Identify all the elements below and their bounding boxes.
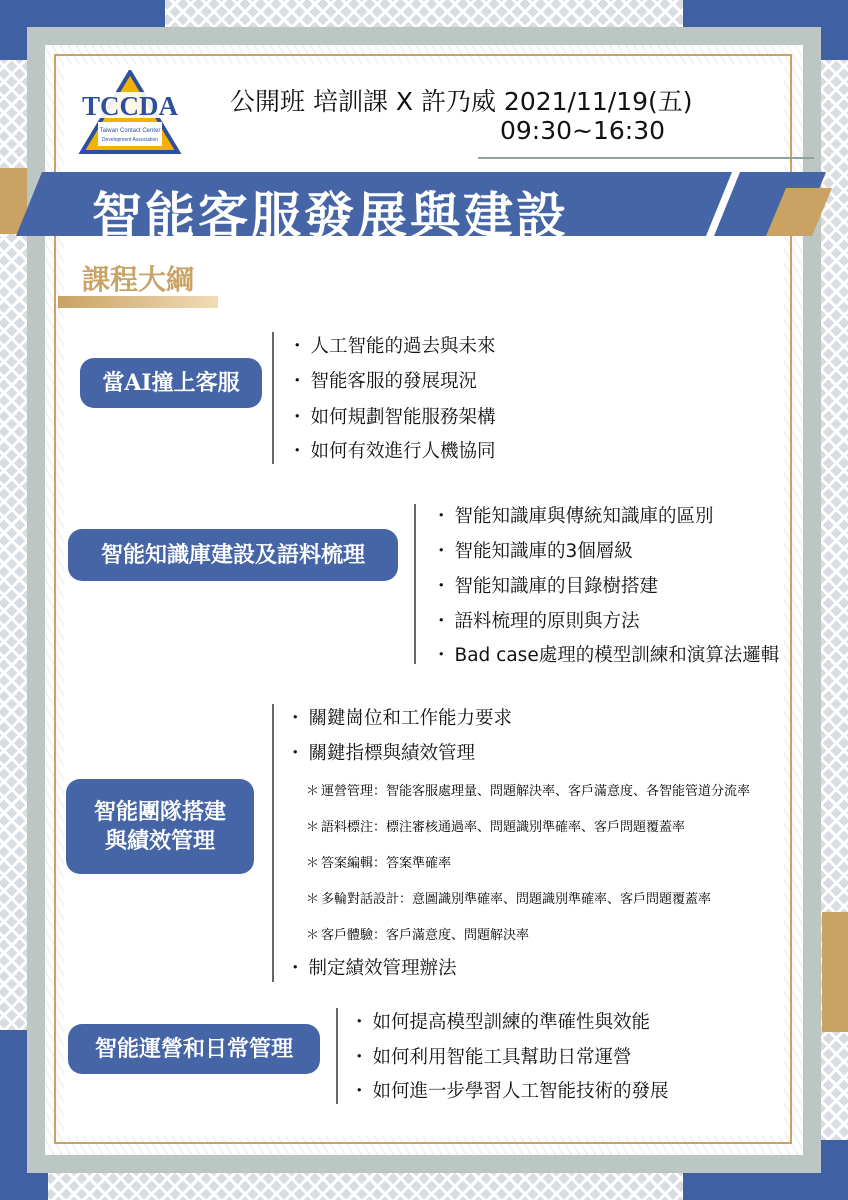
module-4-title: 智能運營和日常管理 xyxy=(68,1024,320,1074)
list-item: ・ 如何規劃智能服務架構 xyxy=(288,398,496,433)
list-item: ・ Bad case處理的模型訓練和演算法邏輯 xyxy=(432,637,779,671)
list-item: ・ 智能知識庫與傳統知識庫的區別 xyxy=(432,498,779,532)
module-2-title: 智能知識庫建設及語料梳理 xyxy=(68,529,398,581)
header-divider xyxy=(478,157,814,159)
list-item: ・ 關鍵指標與績效管理 xyxy=(286,734,512,769)
module-3-title-line-1: 智能團隊搭建 xyxy=(93,798,226,825)
sub-list-item: ＊ 運營管理：智能客服處理量、問題解決率、客戶滿意度、各智能管道分流率 xyxy=(284,771,750,807)
module-4-bullets xyxy=(350,1004,669,1107)
section-label-underline xyxy=(58,296,218,308)
logo-subtitle-1: Taiwan Contact Center xyxy=(99,128,161,134)
module-1-bullets xyxy=(288,328,496,467)
list-item: ・ 智能知識庫的目錄樹搭建 xyxy=(432,567,779,602)
section-label: 課程大綱 xyxy=(82,263,195,296)
sub-list-item: ＊ 多輪對話設計：意圖識別準確率、問題識別準確率、客戶問題覆蓋率 xyxy=(284,879,750,915)
tccda-logo xyxy=(78,70,182,156)
module-3-title-line-2: 與績效管理 xyxy=(104,827,215,854)
list-item: ・ 如何提高模型訓練的準確性與效能 xyxy=(350,1004,669,1038)
module-1-divider xyxy=(272,332,274,464)
list-item: ・ 語料梳理的原則與方法 xyxy=(432,602,779,637)
module-2-bullets xyxy=(432,498,779,671)
module-2-divider xyxy=(414,504,416,664)
module-3-sub-bullets xyxy=(284,771,750,951)
list-item: ・ 制定績效管理辦法 xyxy=(286,950,457,984)
module-3-divider xyxy=(272,704,274,982)
list-item: ・ 人工智能的過去與未來 xyxy=(288,328,496,362)
list-item: ・ 智能知識庫的3個層級 xyxy=(432,532,779,567)
module-3-last-bullet xyxy=(286,950,457,984)
gold-block-right xyxy=(822,912,848,1032)
list-item: ・ 關鍵崗位和工作能力要求 xyxy=(286,700,512,734)
sub-list-item: ＊ 語料標注：標注審核通過率、問題識別準確率、客戶問題覆蓋率 xyxy=(284,807,750,843)
module-4-divider xyxy=(336,1008,338,1104)
logo-subtitle-2: Development Association xyxy=(101,137,159,143)
list-item: ・ 智能客服的發展現況 xyxy=(288,362,496,398)
header-time: 09:30~16:30 xyxy=(500,116,666,145)
sub-list-item: ＊ 客戶體驗：客戶滿意度、問題解決率 xyxy=(284,915,750,951)
logo-text: TCCDA xyxy=(81,91,179,121)
module-1-title: 當AI撞上客服 xyxy=(80,358,262,408)
list-item: ・ 如何有效進行人機協同 xyxy=(288,433,496,467)
page-title: 智能客服發展與建設 xyxy=(92,187,569,245)
sub-list-item: ＊ 答案編輯：答案準確率 xyxy=(284,843,750,879)
module-3-bullets xyxy=(286,700,512,769)
module-3-title xyxy=(66,779,254,874)
list-item: ・ 如何進一步學習人工智能技術的發展 xyxy=(350,1073,669,1107)
header-class-info: 公開班 培訓課 X 許乃威 2021/11/19(五) xyxy=(230,87,693,116)
list-item: ・ 如何利用智能工具幫助日常運營 xyxy=(350,1038,669,1073)
